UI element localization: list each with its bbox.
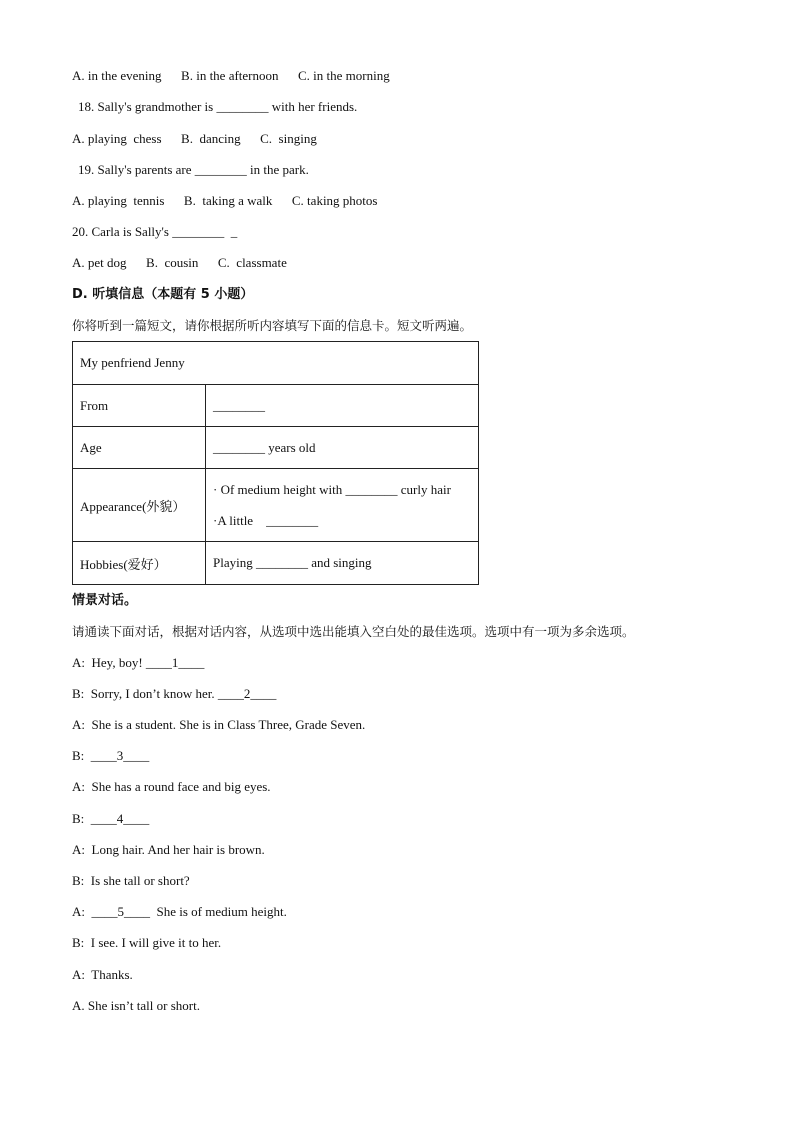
- dialogue-line: B: ____3____: [72, 748, 150, 763]
- table-row: [73, 542, 479, 585]
- dialogue-line: A: ____5____ She is of medium height.: [72, 904, 287, 919]
- appearance-cell: [206, 469, 479, 542]
- table-header-cell: My penfriend Jenny: [73, 342, 479, 385]
- appearance-label: Appearance(外貌）: [73, 469, 206, 542]
- question-20: 20. Carla is Sally's ________ _: [72, 224, 238, 239]
- question-19: 19. Sally's parents are ________ in the park.: [78, 162, 309, 177]
- table-row: [73, 427, 479, 469]
- question-20-options: A. pet dog B. cousin C. classmate: [72, 255, 287, 270]
- dialogue-line: A: Thanks.: [72, 967, 133, 982]
- table-row: [73, 342, 479, 385]
- dialogue-line: B: ____4____: [72, 811, 150, 826]
- question-17-options: A. in the evening B. in the afternoon C. in the morning: [72, 68, 390, 83]
- appearance-line-2: ·A little ________: [213, 513, 319, 528]
- question-19-options: A. playing tennis B. taking a walk C. taking photos: [72, 193, 378, 208]
- section-d-title: D. 听填信息（本题有 5 小题）: [72, 287, 254, 302]
- option-a: A. She isn’t tall or short.: [72, 998, 200, 1013]
- dialogue-line: B: Is she tall or short?: [72, 873, 190, 888]
- from-blank: ________: [206, 385, 479, 427]
- dialogue-line: B: I see. I will give it to her.: [72, 935, 222, 950]
- question-18: 18. Sally's grandmother is ________ with her friends.: [78, 99, 358, 114]
- appearance-line-1: · Of medium height with ________ curly hair: [213, 482, 451, 497]
- age-label: Age: [73, 427, 206, 469]
- dialogue-line: A: She has a round face and big eyes.: [72, 779, 271, 794]
- age-blank: ________ years old: [206, 427, 479, 469]
- hobbies-label: Hobbies(爱好）: [73, 542, 206, 585]
- from-label: From: [73, 385, 206, 427]
- dialogue-line: A: She is a student. She is in Class Three, Grade Seven.: [72, 717, 366, 732]
- dialogue-line: A: Long hair. And her hair is brown.: [72, 842, 265, 857]
- question-18-options: A. playing chess B. dancing C. singing: [72, 131, 317, 146]
- table-row: [73, 469, 479, 542]
- info-card-table: [72, 341, 479, 585]
- dialogue-instruction: 请通读下面对话，根据对话内容，从选项中选出能填入空白处的最佳选项。选项中有一项为多余选项。: [72, 624, 635, 639]
- dialogue-line: A: Hey, boy! ____1____: [72, 655, 205, 670]
- table-row: [73, 385, 479, 427]
- dialogue-title: 情景对话。: [72, 593, 138, 608]
- section-d-instruction: 你将听到一篇短文，请你根据所听内容填写下面的信息卡。短文听两遍。: [72, 318, 473, 333]
- dialogue-line: B: Sorry, I don’t know her. ____2____: [72, 686, 277, 701]
- hobbies-blank: Playing ________ and singing: [206, 542, 479, 585]
